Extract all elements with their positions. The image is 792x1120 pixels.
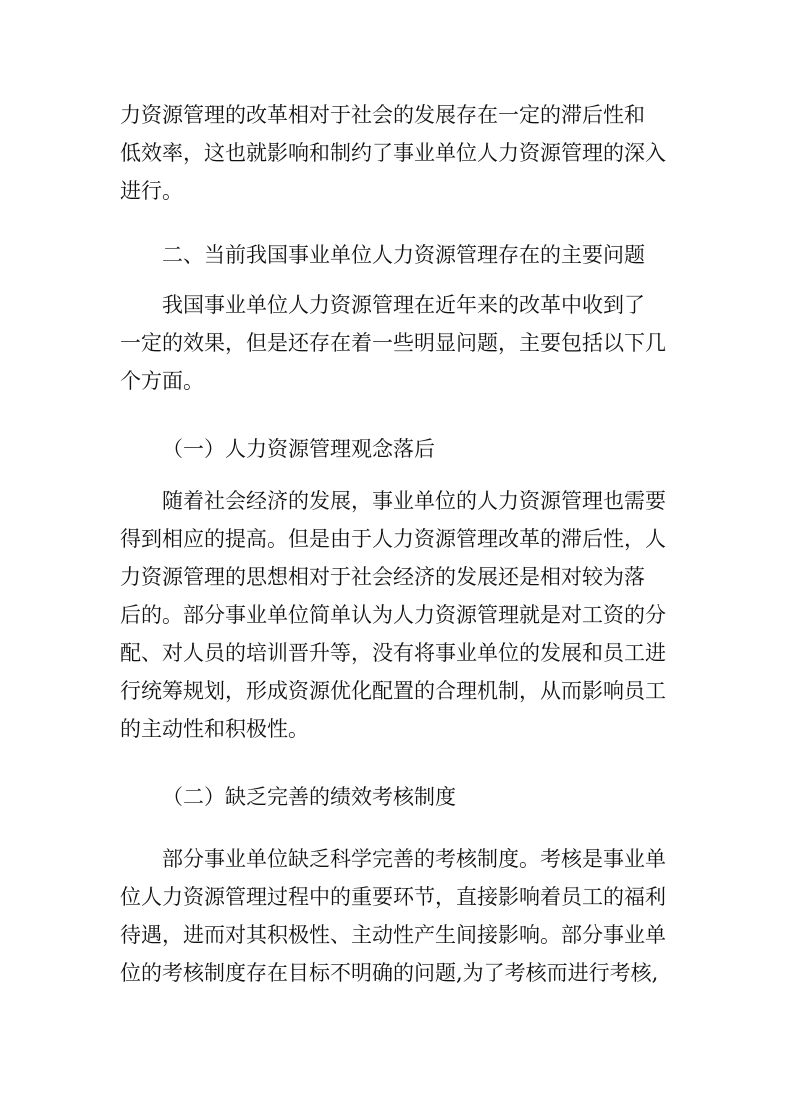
text-line: 位的考核制度存在目标不明确的问题,为了考核而进行考核, [120,961,659,985]
section-intro-paragraph [120,286,680,400]
intro-paragraph [120,96,680,210]
text-line: 配、对人员的培训晋升等，没有将事业单位的发展和员工进 [120,641,666,665]
text-line: 随着社会经济的发展，事业单位的人力资源管理也需要 [162,489,666,513]
text-line: 我国事业单位人力资源管理在近年来的改革中收到了 [162,293,645,317]
text-line: 后的。部分事业单位简单认为人力资源管理就是对工资的分 [120,603,666,627]
subheading-2 [120,778,680,816]
text-line: 位人力资源管理过程中的重要环节，直接影响着员工的福利 [120,885,666,909]
subheading-2-text: （二）缺乏完善的绩效考核制度 [162,785,456,809]
subheading-1 [120,430,680,468]
text-line: 得到相应的提高。但是由于人力资源管理改革的滞后性，人 [120,527,666,551]
text-line: 进行。 [120,179,183,203]
text-line: 部分事业单位缺乏科学完善的考核制度。考核是事业单 [162,847,666,871]
section-heading-text: 二、当前我国事业单位人力资源管理存在的主要问题 [162,243,645,267]
section-heading [120,236,680,274]
paragraph-1 [120,482,680,748]
text-line: 力资源管理的改革相对于社会的发展存在一定的滞后性和 [120,103,645,127]
subheading-1-text: （一）人力资源管理观念落后 [162,437,435,461]
text-line: 行统筹规划，形成资源优化配置的合理机制，从而影响员工 [120,679,666,703]
text-line: 一定的效果，但是还存在着一些明显问题，主要包括以下几 [120,331,666,355]
text-line: 的主动性和积极性。 [120,717,309,741]
text-line: 低效率，这也就影响和制约了事业单位人力资源管理的深入 [120,141,666,165]
text-line: 力资源管理的思想相对于社会经济的发展还是相对较为落 [120,565,645,589]
text-line: 个方面。 [120,369,204,393]
paragraph-2 [120,840,680,992]
text-line: 待遇，进而对其积极性、主动性产生间接影响。部分事业单 [120,923,666,947]
